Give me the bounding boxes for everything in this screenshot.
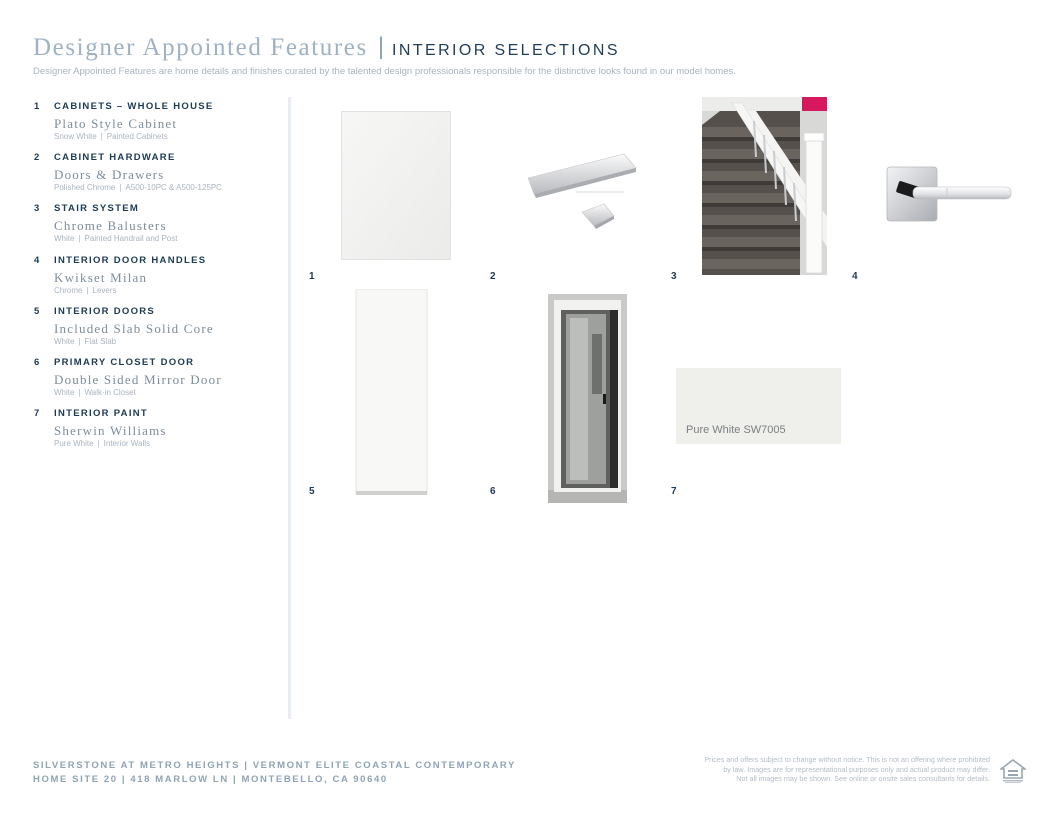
vertical-divider [288,97,291,719]
item-name: Plato Style Cabinet [54,116,178,131]
list-item [34,100,284,151]
item-category: CABINET HARDWARE [54,152,176,164]
item-category: STAIR SYSTEM [54,203,140,215]
list-item [34,151,284,202]
intro-text: Designer Appointed Features are home details and finishes curated by the talented design professionals responsible for the distinctive looks found in our model homes. [33,66,736,77]
item-detail: Snow White | Painted Cabinets [54,132,168,141]
gallery-label-6: 6 [490,486,496,497]
list-item [34,202,284,253]
footer-line-2: HOME SITE 20 | 418 MARLOW LN | MONTEBELLO, CA 90640 [33,774,388,785]
item-category: CABINETS – WHOLE HOUSE [54,101,214,112]
cabinet-image [341,111,451,260]
footer-disclaimer [704,755,990,784]
page-subtitle: INTERIOR SELECTIONS [392,42,620,59]
page-title: Designer Appointed Features [33,34,368,61]
selections-list [34,100,284,458]
gallery-label-2: 2 [490,271,496,282]
item-name: Kwikset Milan [54,269,148,285]
footer-line-1: SILVERSTONE AT METRO HEIGHTS | VERMONT ELITE COASTAL CONTEMPORARY [33,760,516,771]
list-item [34,305,284,356]
gallery-label-4: 4 [852,271,858,282]
title-separator: | [377,33,385,60]
item-name: Double Sided Mirror Door [54,371,222,387]
item-category: INTERIOR DOORS [54,305,156,317]
item-detail: Chrome | Levers [54,285,117,295]
mirror-door-image [548,294,627,503]
item-name: Chrome Balusters [54,218,167,234]
page-header [33,34,620,62]
item-category: PRIMARY CLOSET DOOR [54,356,195,368]
item-number: 7 [34,408,40,420]
item-detail: White | Walk-in Closet [54,387,136,397]
disclaimer-line-1: Prices and offers subject to change without notice. This is not an offering where prohibited [704,755,990,764]
item-number: 1 [34,101,40,112]
list-item [34,254,284,305]
item-number: 5 [34,305,40,317]
item-detail: Polished Chrome | A500-10PC & A500-125PC [54,183,222,193]
paint-swatch-label: Pure White SW7005 [686,424,786,436]
item-detail: White | Flat Slab [54,336,117,346]
item-category: INTERIOR PAINT [54,408,149,420]
gallery-label-3: 3 [671,271,677,282]
title-row [33,34,620,62]
item-number: 3 [34,203,40,215]
item-detail: Pure White | Interior Walls [54,439,151,449]
list-item [34,356,284,407]
item-number: 4 [34,254,40,266]
stair-image [702,97,827,275]
gallery-label-5: 5 [309,486,315,497]
door-lever-image [885,163,1013,225]
item-name: Doors & Drawers [54,167,165,183]
footer-community [33,759,516,787]
item-name: Included Slab Solid Core [54,320,214,336]
item-number: 6 [34,356,40,368]
list-item [34,407,284,458]
gallery-label-1: 1 [309,271,315,282]
equal-housing-icon [1000,758,1026,784]
item-detail: White | Painted Handrail and Post [54,234,178,244]
disclaimer-line-3: Not all images may be shown. See online or onsite sales consultants for details. [736,774,990,784]
disclaimer-line-2: by law. Images are for representational purposes only and actual product may differ. [723,764,990,774]
item-category: INTERIOR DOOR HANDLES [54,254,207,266]
item-name: Sherwin Williams [54,423,167,439]
item-number: 2 [34,152,40,164]
paint-swatch [676,368,841,444]
gallery-label-7: 7 [671,486,677,497]
slab-door-image [354,289,429,497]
hardware-image [524,150,639,232]
